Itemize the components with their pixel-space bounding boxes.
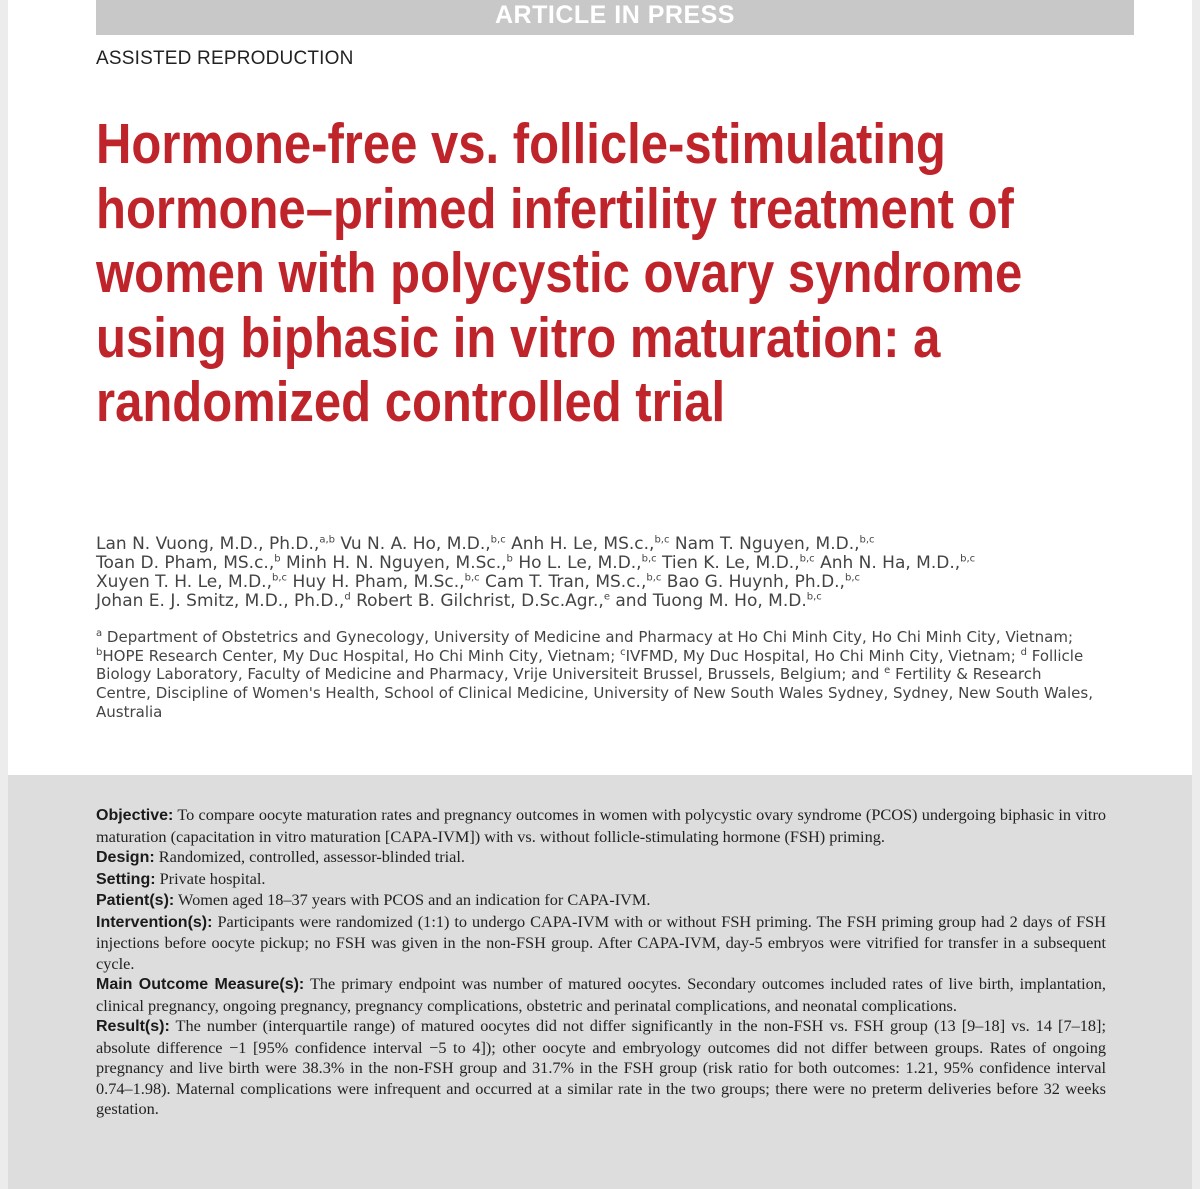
author-affiliation-sup: b,c	[641, 553, 657, 565]
abstract-intervention	[96, 912, 1106, 975]
affiliation-text: Department of Obstetrics and Gynecology, University of Medicine and Pharmacy at Ho Chi Minh City, Ho Chi Minh City, Vietnam;	[106, 628, 1074, 646]
author: Minh H. N. Nguyen, M.Sc.,	[285, 553, 507, 573]
affiliation-text: Follicle Biology Laboratory, Faculty of Medicine and Pharmacy, Vrije Universiteit Brussel, Brussels, Belgium; and	[96, 646, 1084, 684]
author-affiliation-sup: b,c	[799, 553, 815, 565]
abstract-text: To compare oocyte maturation rates and pregnancy outcomes in women with polycystic ovary syndrome (PCOS) undergoing biphasic in vitro maturation (capacitation in vitro maturation [CAPA-IVM]) with vs. without follicle-stimulating hormone (FSH) priming.	[96, 805, 1107, 846]
author: Bao G. Huynh, Ph.D.,	[666, 572, 845, 592]
abstract-label: Main Outcome Measure(s):	[96, 976, 305, 993]
abstract-patients	[96, 890, 1106, 912]
author: Vu N. A. Ho, M.D.,	[340, 534, 491, 554]
author-affiliation-sup: b,c	[654, 534, 670, 546]
abstract-setting	[96, 869, 1106, 891]
author: Xuyen T. H. Le, M.D.,	[96, 572, 272, 592]
author: and Tuong M. Ho, M.D.	[615, 591, 807, 611]
author-affiliation-sup: b,c	[464, 572, 480, 584]
abstract-text: Women aged 18–37 years with PCOS and an indication for CAPA-IVM.	[178, 890, 651, 909]
author: Anh N. Ha, M.D.,	[820, 553, 961, 573]
abstract-text: Participants were randomized (1:1) to undergo CAPA-IVM with or without FSH priming. The FSH priming group had 2 days of FSH injections before oocyte pickup; no FSH was given in the non-FSH group. After CAPA-IVM, day-5 embryos were vitrified for transfer in a subsequent cycle.	[96, 911, 1106, 973]
affiliation-sup: d	[1020, 646, 1027, 658]
author: Anh H. Le, MS.c.,	[511, 534, 655, 554]
abstract-text: Randomized, controlled, assessor-blinded trial.	[158, 847, 465, 866]
author: Huy H. Pham, M.Sc.,	[292, 572, 465, 592]
abstract-label: Result(s):	[96, 1018, 170, 1035]
author-affiliation-sup: d	[344, 591, 351, 603]
author: Ho L. Le, M.D.,	[518, 553, 642, 573]
abstract-label: Intervention(s):	[96, 913, 213, 931]
author-affiliation-sup: b,c	[806, 591, 822, 603]
author-affiliation-sup: b,c	[272, 572, 288, 584]
abstract-label: Setting:	[96, 870, 156, 888]
abstract-outcome	[96, 974, 1106, 1016]
abstract	[96, 805, 1106, 1120]
affiliations	[96, 628, 1096, 722]
abstract-label: Patient(s):	[96, 892, 175, 909]
article-page	[8, 0, 1192, 1189]
abstract-results	[96, 1016, 1106, 1120]
abstract-box	[8, 775, 1192, 1189]
author: Nam T. Nguyen, M.D.,	[674, 534, 860, 554]
abstract-text: Private hospital.	[159, 868, 266, 888]
author-affiliation-sup: e	[603, 591, 610, 603]
abstract-text: The primary endpoint was number of matured oocytes. Secondary outcomes included rates of live birth, implantation, clinical pregnancy, ongoing pregnancy, pregnancy complications, obstetric and perinatal complications, and neonatal complications.	[96, 974, 1106, 1015]
author: Toan D. Pham, MS.c.,	[96, 553, 275, 573]
abstract-text: The number (interquartile range) of matured oocytes did not differ significantly in the non-FSH vs. FSH group (13 [9–18] vs. 14 [7–18]; absolute difference −1 [95% confidence interval −5 to 4]); other oocyte and embryology outcomes did not differ between groups. Rates of ongoing pregnancy and live birth were 38.3% in the non-FSH group and 31.7% in the FSH group (risk ratio for both outcomes: 1.21, 95% confidence interval 0.74–1.98). Maternal complications were infrequent and occurred at a similar rate in the two groups; there were no preterm deliveries before 32 weeks gestation.	[96, 1016, 1106, 1118]
author-affiliation-sup: b,c	[646, 572, 662, 584]
section-label: ASSISTED REPRODUCTION	[96, 48, 354, 69]
author: Robert B. Gilchrist, D.Sc.Agr.,	[356, 591, 604, 611]
article-title: Hormone-free vs. follicle-stimulating hormone–primed infertility treatment of women with polycystic ovary syndrome using biphasic in vitro maturation: a randomized controlled trial	[96, 112, 1023, 434]
author-affiliation-sup: b,c	[490, 534, 506, 546]
author-affiliation-sup: b,c	[844, 572, 860, 584]
author-list	[96, 535, 1096, 611]
affiliation-text: IVFMD, My Duc Hospital, Ho Chi Minh City, Vietnam;	[625, 646, 1016, 665]
author: Lan N. Vuong, M.D., Ph.D.,	[96, 534, 320, 554]
author-affiliation-sup: a,b	[319, 534, 335, 546]
affiliation-text: Fertility & Research Centre, Discipline of Women's Health, School of Clinical Medicine, University of New South Wales Sydney, Sydney, New South Wales, Australia	[96, 665, 1093, 721]
affiliation-text: HOPE Research Center, My Duc Hospital, Ho Chi Minh City, Vietnam;	[102, 646, 616, 665]
abstract-label: Design:	[96, 849, 155, 866]
author: Cam T. Tran, MS.c.,	[485, 572, 647, 592]
affiliation-sup: b	[96, 646, 103, 658]
author: Tien K. Le, M.D.,	[662, 553, 800, 573]
abstract-label: Objective:	[96, 807, 174, 824]
author-affiliation-sup: b	[274, 553, 281, 565]
affiliation-sup: a	[96, 628, 103, 639]
abstract-design	[96, 847, 1106, 869]
author-affiliation-sup: b	[506, 553, 513, 565]
author-affiliation-sup: b,c	[859, 534, 875, 546]
author-affiliation-sup: b,c	[960, 553, 976, 565]
article-in-press-banner: ARTICLE IN PRESS	[96, 0, 1134, 35]
author: Johan E. J. Smitz, M.D., Ph.D.,	[96, 591, 345, 611]
affiliation-sup: e	[884, 665, 891, 677]
affiliation-sup: c	[620, 646, 626, 658]
abstract-objective	[96, 805, 1106, 847]
